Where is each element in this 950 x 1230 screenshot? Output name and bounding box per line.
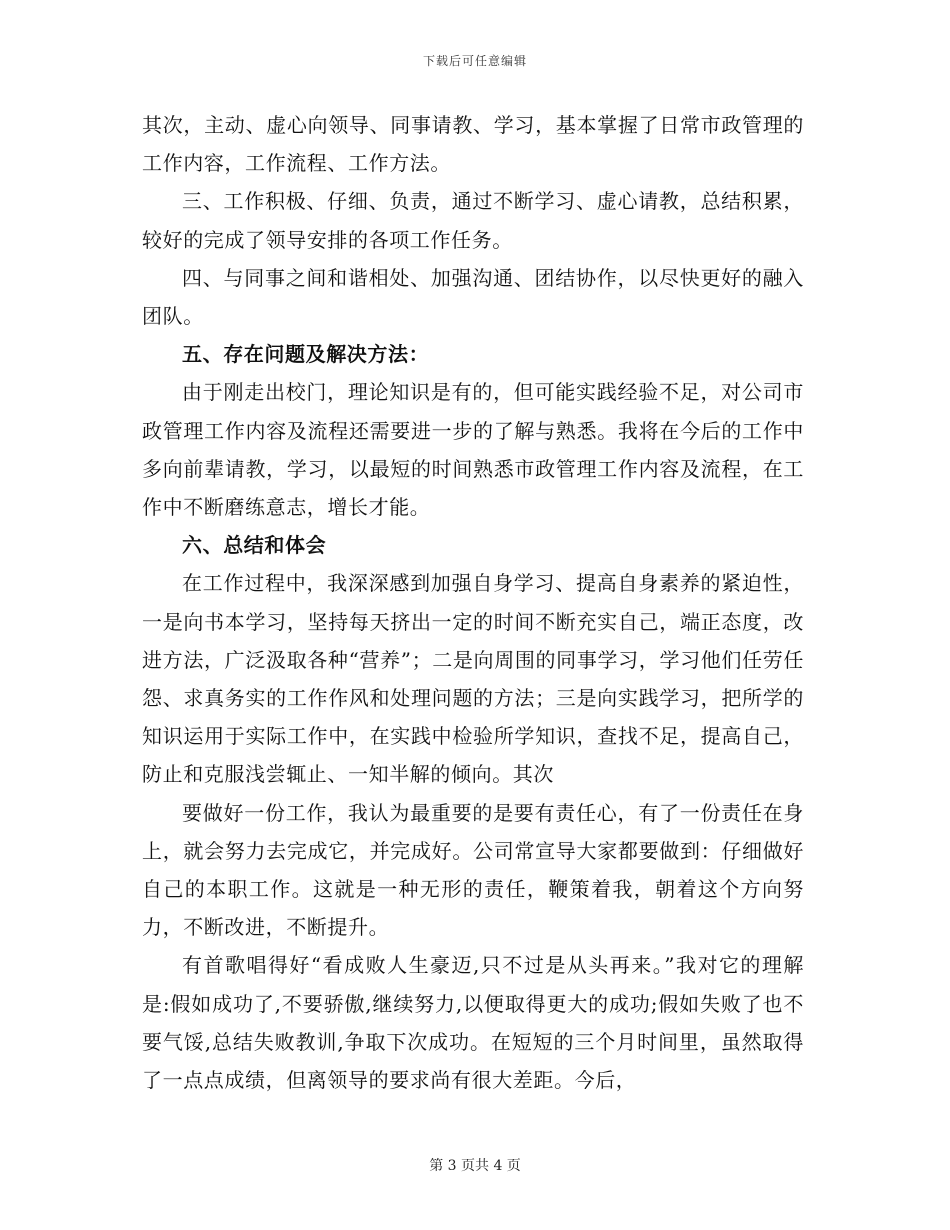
page-number-footer: 第 3 页共 4 页 — [429, 1158, 521, 1174]
paragraph-2: 三、工作积极、仔细、负责，通过不断学习、虚心请教，总结积累，较好的完成了领导安排的各项工作任务。 — [142, 189, 804, 252]
paragraph-9: 有首歌唱得好“看成败人生豪迈,只不过是从头再来。”我对它的理解是:假如成功了,不要骄傲,继续努力,以便取得更大的成功;假如失败了也不要气馁,总结失败教训,争取下次成功。在短短的三个月时间里，虽然取得了一点点成绩，但离领导的要求尚有很大差距。今后， — [142, 953, 804, 1093]
document-body — [142, 106, 804, 1099]
page-header-note: 下载后可任意编辑 — [422, 54, 527, 68]
paragraph-3: 四、与同事之间和谐相处、加强沟通、团结协作，以尽快更好的融入团队。 — [142, 265, 804, 329]
paragraph-5: 由于刚走出校门，理论知识是有的，但可能实践经验不足，对公司市政管理工作内容及流程还需要进一步的了解与熟悉。我将在今后的工作中多向前辈请教，学习，以最短的时间熟悉市政管理工作内容及流程，在工作中不断磨练意志，增长才能。 — [142, 380, 804, 520]
section-heading-problems: 五、存在问题及解决方法： — [182, 342, 430, 367]
paragraph-1: 其次，主动、虚心向领导、同事请教、学习，基本掌握了日常市政管理的工作内容，工作流程、工作方法。 — [142, 113, 804, 176]
section-heading-summary: 六、总结和体会 — [182, 533, 327, 558]
paragraph-8: 要做好一份工作，我认为最重要的是要有责任心，有了一份责任在身上，就会努力去完成它，并完成好。公司常宣导大家都要做到：仔细做好自己的本职工作。这就是一种无形的责任，鞭策着我，朝着这个方向努力，不断改进，不断提升。 — [142, 800, 804, 940]
paragraph-7: 在工作过程中，我深深感到加强自身学习、提高自身素养的紧迫性，一是向书本学习，坚持每天挤出一定的时间不断充实自己，端正态度，改进方法，广泛汲取各种“营养”；二是向周围的同事学习，学习他们任劳任怨、求真务实的工作作风和处理问题的方法；三是向实践学习，把所学的知识运用于实际工作中，在实践中检验所学知识，查找不足，提高自己，防止和克服浅尝辄止、一知半解的倾向。其次 — [142, 571, 804, 787]
